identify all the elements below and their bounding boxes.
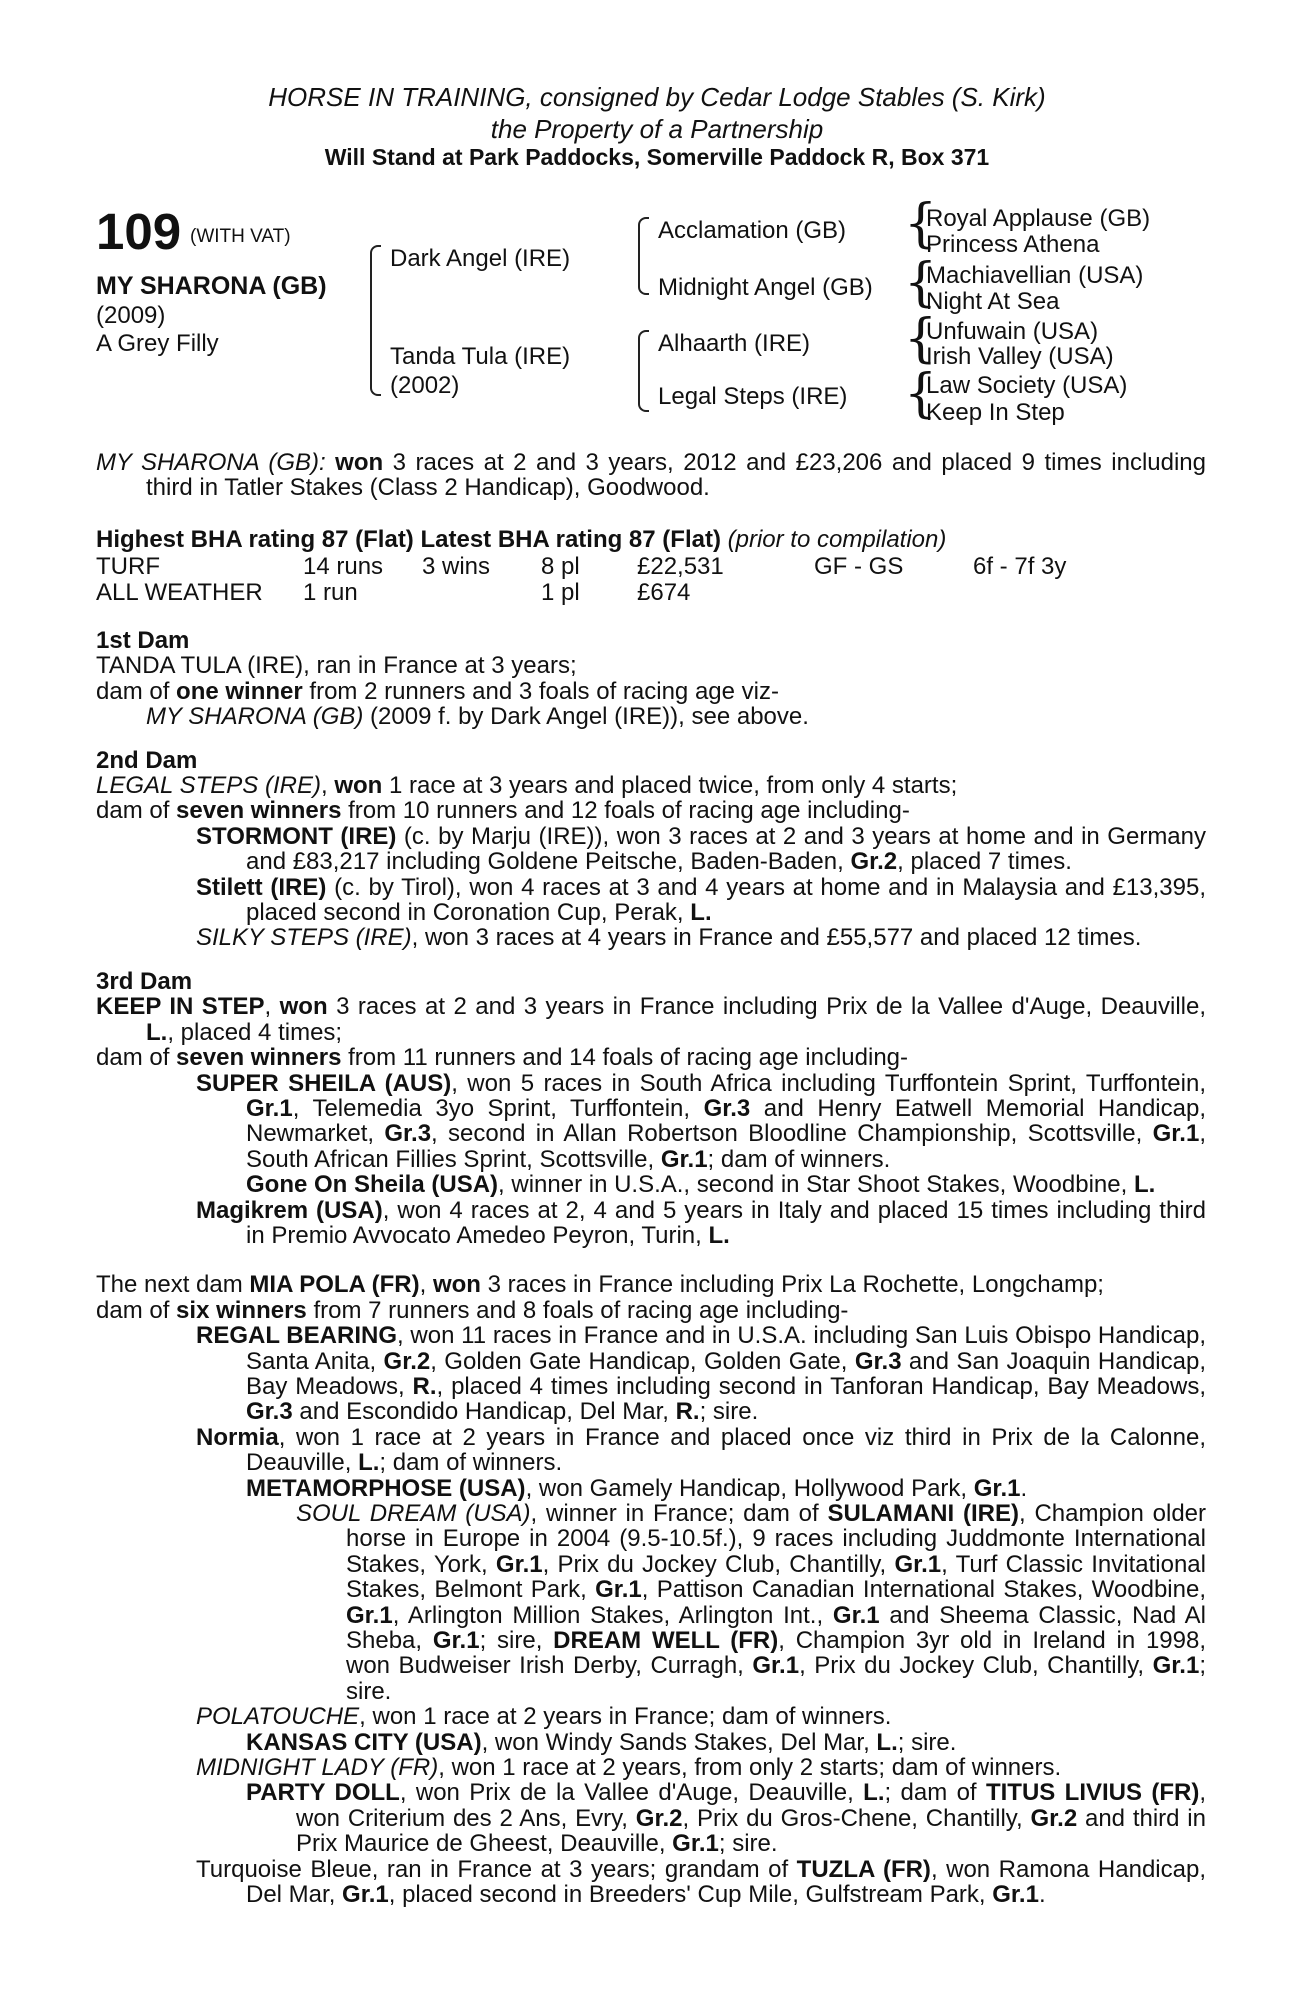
pedigree-dss: Unfuwain (USA): [926, 318, 1099, 345]
text: , won Criterium des 2 Ans, Evry,: [296, 1779, 1207, 1832]
grade: Gr.1: [832, 1601, 880, 1629]
pedigree-sds: Machiavellian (USA): [926, 262, 1144, 289]
text: ; dam of winners.: [707, 1145, 891, 1173]
won-word: won: [334, 772, 383, 800]
text: ; sire,: [479, 1627, 554, 1655]
grade: Gr.1: [660, 1145, 708, 1173]
winners-count: six winners: [176, 1296, 307, 1324]
pedigree-ddd: Keep In Step: [926, 399, 1065, 426]
summary-won: won: [335, 449, 384, 476]
text: Turquoise Bleue, ran in France at 3 years; grandam of: [196, 1855, 797, 1883]
text: (c. by Marju (IRE)), won 3 races at 2 and 3 years at home and in Germany and £83,217 including Goldene Peitsche, Baden-Baden,: [246, 822, 1207, 876]
turf-going: GF - GS: [814, 553, 904, 580]
family-section: [96, 628, 1206, 1908]
won-word: won: [279, 993, 328, 1021]
pedigree-sd: Midnight Angel (GB): [658, 274, 873, 301]
text: , won Windy Sands Stakes, Del Mar,: [481, 1728, 877, 1756]
text: ,: [264, 993, 280, 1021]
pedigree-bracket: [638, 330, 649, 412]
text: ; sire.: [897, 1728, 957, 1756]
grade: Gr.2: [383, 1347, 431, 1375]
aw-runs: 1 run: [303, 579, 358, 606]
text: , winner in France; dam of: [530, 1500, 828, 1527]
text: , placed 4 times including second in Tanforan Handicap, Bay Meadows,: [436, 1372, 1206, 1400]
progeny-name: Normia: [196, 1423, 279, 1451]
text: , Arlington Million Stakes, Arlington Int.,: [392, 1601, 833, 1629]
turf-distance: 6f - 7f 3y: [973, 553, 1067, 580]
pedigree-ss: Acclamation (GB): [658, 217, 847, 244]
text: and Sheema Classic, Nad Al Sheba,: [346, 1601, 1207, 1655]
text: , won 4 races at 2, 4 and 5 years in Italy and placed 15 times including third in Premio Avvocato Amedeo Peyron, Turin,: [246, 1196, 1206, 1249]
text: , Telemedia 3yo Sprint, Turffontein,: [292, 1094, 704, 1122]
text: , Turf Classic Invitational Stakes, Belmont Park,: [346, 1550, 1206, 1604]
text: , Pattison Canadian International Stakes, Woodbine,: [641, 1576, 1206, 1604]
text: , won 1 race at 2 years in France and placed once viz third in Prix de la Calonne, Deauville,: [246, 1423, 1206, 1477]
text: , Prix du Gros-Chene, Chantilly,: [682, 1804, 1031, 1832]
grade: L.: [690, 899, 712, 927]
text: , Champion older horse in Europe in 2004 (9.5-10.5f.), 9 races including Juddmonte International Stakes, York,: [346, 1500, 1207, 1578]
horse-year: (2009): [96, 302, 166, 329]
progeny-name: KANSAS CITY (USA): [246, 1728, 482, 1756]
text: dam of: [96, 797, 177, 825]
grade: Gr.3: [703, 1094, 751, 1122]
text: ; dam of winners.: [379, 1449, 563, 1477]
text: The next dam: [96, 1271, 250, 1299]
stand-line: Will Stand at Park Paddocks, Somerville Paddock R, Box 371: [324, 144, 990, 170]
text: (2009 f. by Dark Angel (IRE)), see above.: [363, 703, 809, 731]
grade: Gr.1: [246, 1094, 293, 1122]
aw-placed: 1 pl: [541, 579, 580, 606]
property-line: the Property of a Partnership: [490, 114, 824, 144]
turf-runs: 14 runs: [303, 553, 384, 580]
pedigree-dam: Tanda Tula (IRE): [390, 343, 571, 370]
winners-count: one winner: [176, 677, 303, 705]
text: 1 race at 3 years and placed twice, from only 4 starts;: [382, 772, 958, 800]
progeny-name: SOUL DREAM (USA): [296, 1500, 531, 1527]
turf-prize: £22,531: [637, 553, 724, 580]
text: , winner in U.S.A., second in Star Shoot Stakes, Woodbine,: [498, 1171, 1134, 1199]
grade: L.: [708, 1221, 730, 1249]
text: from 2 runners and 3 foals of racing age viz-: [302, 677, 779, 705]
dam-name: MIA POLA (FR): [249, 1271, 420, 1299]
dam1-title: 1st Dam: [96, 627, 190, 654]
progeny-name: SUPER SHEILA (AUS): [196, 1069, 452, 1097]
text: dam of: [96, 677, 177, 705]
progeny-name: REGAL BEARING: [196, 1322, 397, 1350]
progeny-name: Magikrem (USA): [196, 1196, 383, 1224]
pedigree-brace-glyph: {: [904, 309, 938, 369]
text: (c. by Tirol), won 4 races at 3 and 4 years at home and in Malaysia and £13,395, placed second in Coronation Cup, Perak,: [246, 873, 1206, 927]
aw-prize: £674: [637, 579, 691, 606]
grade: Gr.2: [1030, 1804, 1078, 1832]
text: from 11 runners and 14 foals of racing age including-: [341, 1044, 909, 1072]
text: and Henry Eatwell Memorial Handicap, Newmarket,: [246, 1094, 1206, 1148]
text: ; sire.: [699, 1398, 759, 1426]
text: , second in Allan Robertson Bloodline Championship, Scottsville,: [431, 1120, 1153, 1148]
progeny-name: TITUS LIVIUS (FR): [985, 1779, 1200, 1807]
dam1-line1: TANDA TULA (IRE), ran in France at 3 years;: [96, 652, 577, 680]
grade: Gr.1: [992, 1881, 1039, 1909]
grade: Gr.2: [850, 848, 898, 876]
grade: Gr.3: [384, 1120, 432, 1148]
text: , won 11 races in France and in U.S.A. including San Luis Obispo Handicap, Santa Anita,: [246, 1322, 1206, 1375]
turf-wins: 3 wins: [422, 553, 491, 580]
horse-description: A Grey Filly: [96, 330, 219, 357]
dam3-title: 3rd Dam: [96, 967, 193, 995]
pedigree-bracket: [370, 245, 381, 396]
text: ,: [320, 772, 335, 800]
progeny-name: MY SHARONA (GB): [146, 703, 364, 731]
text: , won 1 race at 2 years, from only 2 starts; dam of winners.: [438, 1754, 1062, 1782]
lot-number: 109: [96, 203, 182, 260]
pedigree-dsd: Irish Valley (USA): [926, 343, 1114, 370]
text: and San Joaquin Handicap, Bay Meadows,: [246, 1347, 1206, 1400]
grade: L.: [1133, 1171, 1156, 1199]
pedigree-brace-glyph: {: [904, 253, 938, 313]
text: , Champion 3yr old in Ireland in 1998, won Budweiser Irish Derby, Curragh,: [346, 1627, 1207, 1680]
grade: L.: [358, 1449, 380, 1477]
rating-note: (prior to compilation): [727, 526, 947, 553]
turf-placed: 8 pl: [541, 553, 580, 580]
summary-text: 3 races at 2 and 3 years, 2012 and £23,206 and placed 9 times including third in Tatler Stakes (Class 2 Handicap), Goodwood.: [146, 449, 1207, 502]
grade: Gr.1: [1152, 1120, 1200, 1148]
progeny-name: PARTY DOLL: [246, 1779, 400, 1807]
grade: R.: [675, 1398, 700, 1426]
progeny-name: STORMONT (IRE): [196, 822, 397, 850]
grade: L.: [876, 1728, 898, 1756]
text: , won Prix de la Vallee d'Auge, Deauville,: [399, 1779, 864, 1807]
horse-name: MY SHARONA (GB): [96, 272, 327, 300]
winners-count: seven winners: [176, 1044, 342, 1072]
pedigree-dd: Legal Steps (IRE): [658, 383, 848, 410]
aw-surface: ALL WEATHER: [96, 579, 263, 606]
pedigree-dam-year: (2002): [390, 372, 460, 399]
progeny-name: DREAM WELL (FR): [553, 1627, 779, 1655]
text: , won 5 races in South Africa including Turffontein Sprint, Turffontein,: [451, 1069, 1206, 1097]
text: .: [1020, 1474, 1028, 1502]
progeny-name: POLATOUCHE: [196, 1703, 360, 1731]
text: , South African Fillies Sprint, Scottsville,: [246, 1120, 1206, 1173]
text: ; sire.: [718, 1830, 778, 1858]
rating-bold: Highest BHA rating 87 (Flat) Latest BHA rating 87 (Flat): [96, 526, 721, 553]
dam-name: KEEP IN STEP: [96, 993, 265, 1021]
grade: Gr.1: [894, 1550, 942, 1578]
grade: Gr.1: [346, 1601, 393, 1629]
text: , placed 4 times;: [167, 1018, 343, 1046]
progeny-name: SULAMANI (IRE): [827, 1500, 1019, 1527]
pedigree-brace-glyph: {: [904, 364, 938, 424]
text: , won 3 races at 4 years in France and £55,577 and placed 12 times.: [411, 924, 1142, 952]
text: dam of: [96, 1044, 177, 1072]
text: from 10 runners and 12 foals of racing age including-: [341, 797, 910, 825]
grade: Gr.3: [246, 1398, 293, 1426]
winners-count: seven winners: [176, 797, 342, 825]
grade: Gr.1: [752, 1652, 800, 1680]
dam-name: LEGAL STEPS (IRE): [96, 772, 321, 800]
text: , Prix du Jockey Club, Chantilly,: [799, 1652, 1153, 1680]
vat-note: (WITH VAT): [190, 226, 291, 247]
race-summary: [96, 450, 1206, 501]
pedigree-dds: Law Society (USA): [926, 372, 1128, 399]
text: and third in Prix Maurice de Gheest, Deauville,: [296, 1804, 1206, 1858]
pedigree-ds: Alhaarth (IRE): [658, 330, 811, 357]
text: ; sire.: [346, 1652, 1206, 1705]
pedigree-bracket: [638, 217, 649, 295]
grade: Gr.2: [635, 1804, 683, 1832]
pedigree-ssd: Princess Athena: [926, 231, 1100, 258]
text: ; dam of: [884, 1779, 986, 1807]
pedigree-sss: Royal Applause (GB): [926, 205, 1151, 232]
text: 3 races at 2 and 3 years in France including Prix de la Vallee d'Auge, Deauville,: [327, 993, 1206, 1021]
progeny-name: TUZLA (FR): [796, 1855, 931, 1883]
dam2-title: 2nd Dam: [96, 746, 198, 774]
grade: Gr.1: [973, 1474, 1021, 1502]
grade: Gr.1: [1152, 1652, 1200, 1680]
grade: Gr.1: [595, 1576, 642, 1604]
text: , Prix du Jockey Club, Chantilly,: [542, 1550, 895, 1578]
grade: Gr.1: [432, 1627, 480, 1655]
text: ,: [419, 1271, 433, 1299]
consignment-line: HORSE IN TRAINING, consigned by Cedar Lodge Stables (S. Kirk): [268, 82, 1046, 112]
grade: L.: [863, 1779, 885, 1807]
pedigree-sdd: Night At Sea: [926, 288, 1060, 315]
progeny-name: Stilett (IRE): [196, 873, 327, 901]
progeny-name: SILKY STEPS (IRE): [196, 924, 412, 952]
grade: Gr.1: [672, 1830, 719, 1858]
grade: L.: [146, 1018, 168, 1046]
progeny-name: MIDNIGHT LADY (FR): [196, 1754, 439, 1782]
text: , won Gamely Handicap, Hollywood Park,: [525, 1474, 974, 1502]
text: from 7 runners and 8 foals of racing age including-: [306, 1296, 849, 1324]
turf-surface: TURF: [96, 553, 160, 580]
text: , won 1 race at 2 years in France; dam of winners.: [359, 1703, 892, 1731]
text: 3 races in France including Prix La Rochette, Longchamp;: [480, 1271, 1104, 1299]
pedigree-brace-glyph: {: [904, 194, 938, 254]
text: , placed 7 times.: [897, 848, 1072, 876]
text: and Escondido Handicap, Del Mar,: [292, 1398, 676, 1426]
grade: R.: [412, 1372, 437, 1400]
grade: Gr.1: [342, 1881, 389, 1909]
won-word: won: [432, 1271, 481, 1299]
pedigree-sire: Dark Angel (IRE): [390, 245, 571, 272]
grade: Gr.3: [854, 1347, 902, 1375]
grade: Gr.1: [495, 1550, 543, 1578]
text: , Golden Gate Handicap, Golden Gate,: [430, 1347, 855, 1375]
progeny-name: METAMORPHOSE (USA): [246, 1474, 526, 1502]
progeny-name: Gone On Sheila (USA): [246, 1171, 499, 1199]
summary-name: MY SHARONA (GB):: [96, 449, 326, 476]
text: , won Ramona Handicap, Del Mar,: [246, 1855, 1206, 1909]
text: , placed second in Breeders' Cup Mile, Gulfstream Park,: [388, 1881, 993, 1909]
text: dam of: [96, 1296, 177, 1324]
ratings-heading: [96, 527, 1206, 552]
text: .: [1038, 1881, 1046, 1909]
